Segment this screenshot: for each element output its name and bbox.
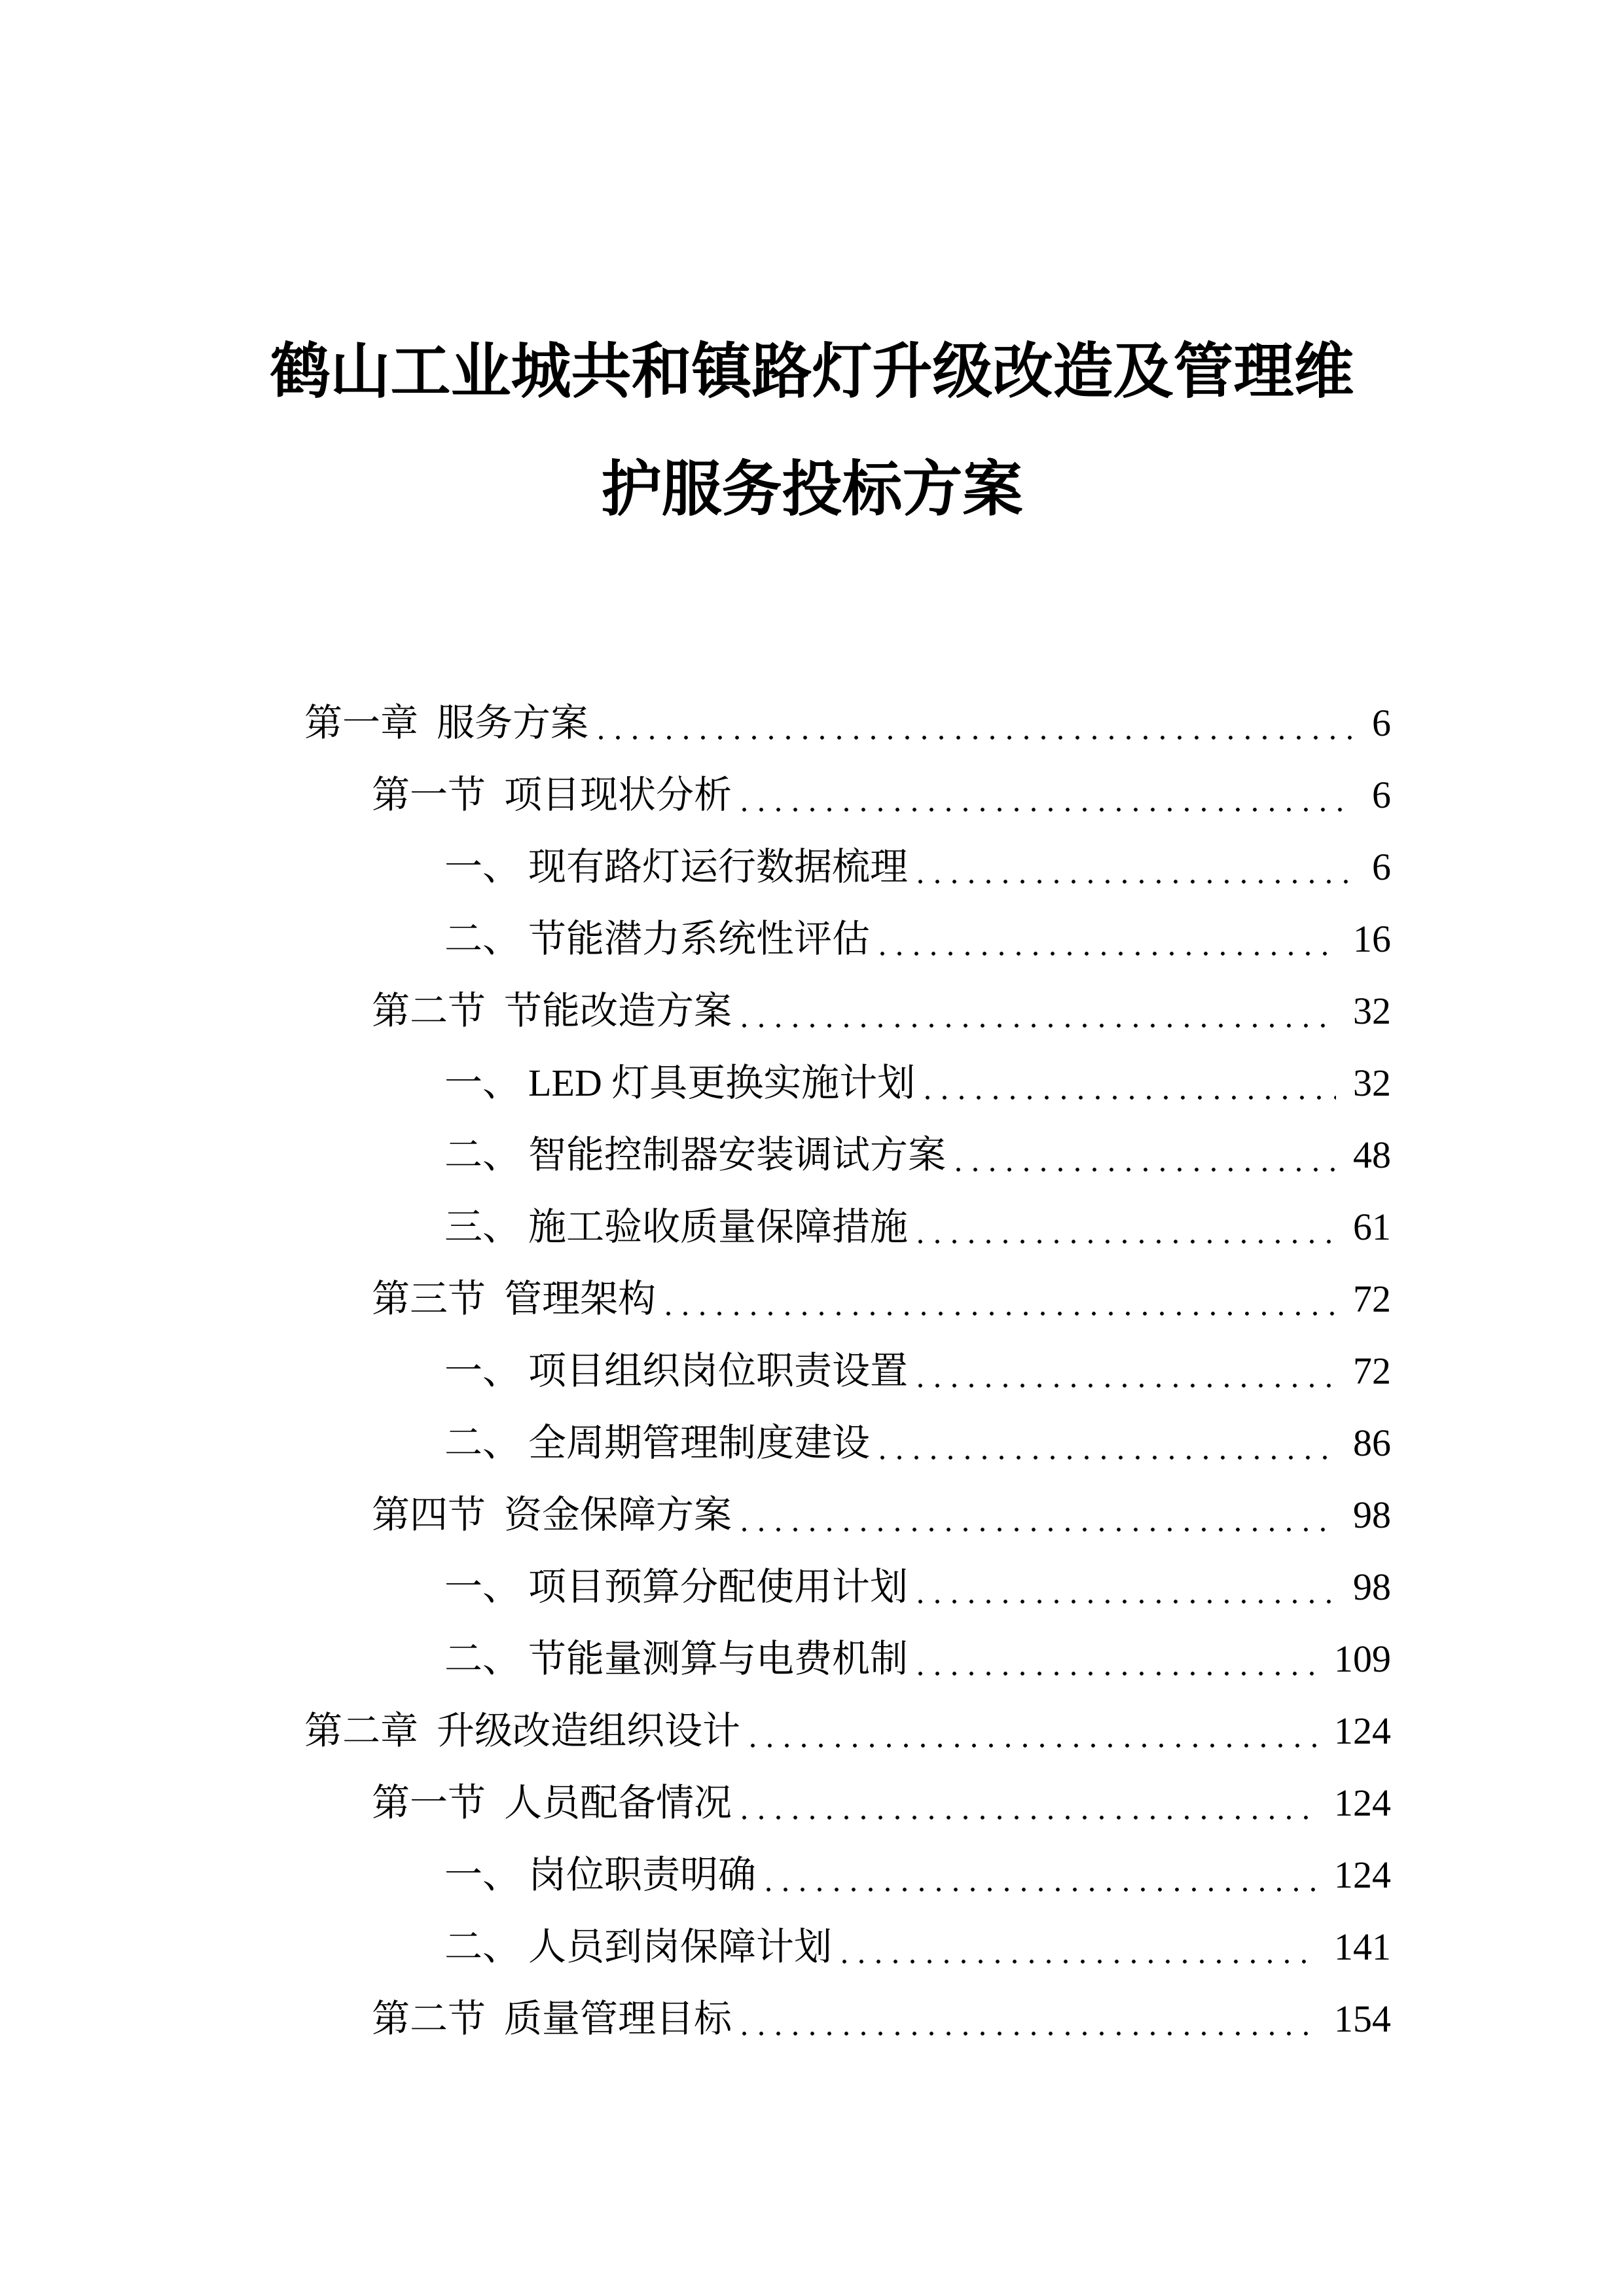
dot-leader	[732, 1479, 1353, 1551]
toc-entry-number: 一、	[444, 1350, 521, 1392]
toc-entry-number: 第一章	[304, 702, 419, 744]
toc-entry[interactable]	[304, 1911, 1391, 1983]
toc-entry-number: 二、	[444, 1134, 521, 1176]
dot-leader	[908, 1335, 1353, 1407]
dot-leader	[740, 1695, 1334, 1767]
toc-entry-number: 二、	[444, 1638, 521, 1680]
dot-leader	[732, 759, 1372, 831]
toc-entry-page: 98	[1353, 1566, 1391, 1608]
toc-entry-page: 154	[1334, 1998, 1391, 2040]
toc-entry-title: 全周期管理制度建设	[528, 1422, 871, 1464]
toc-entry-number: 二、	[444, 918, 521, 960]
toc-entry-title: 项目预算分配使用计划	[528, 1566, 909, 1608]
dot-leader	[656, 1263, 1353, 1335]
toc-entry-title: 施工验收质量保障措施	[528, 1206, 909, 1248]
toc-entry[interactable]	[304, 1551, 1391, 1623]
toc-entry[interactable]	[304, 1047, 1391, 1119]
toc-entry-title: 节能潜力系统性评估	[528, 918, 871, 960]
toc-entry-page: 72	[1353, 1350, 1391, 1392]
toc-entry[interactable]	[304, 1479, 1391, 1551]
toc-entry-title: 升级改造组织设计	[437, 1710, 741, 1752]
toc-entry-title: 岗位职责明确	[528, 1854, 757, 1896]
toc-entry[interactable]	[304, 831, 1391, 903]
dot-leader	[832, 1911, 1334, 1983]
document-title	[0, 313, 1624, 548]
dot-leader	[732, 975, 1353, 1047]
toc-entry-page: 72	[1353, 1278, 1391, 1320]
dot-leader	[946, 1119, 1353, 1191]
toc-entry-number: 第三节	[372, 1278, 486, 1320]
toc-entry-title: 项目组织岗位职责设置	[528, 1350, 909, 1392]
toc-entry-page: 86	[1353, 1422, 1391, 1464]
toc-entry-number: 第二节	[372, 990, 486, 1032]
toc-entry[interactable]	[304, 759, 1391, 831]
toc-entry-title: 现有路灯运行数据梳理	[528, 846, 909, 888]
toc-entry[interactable]	[304, 1335, 1391, 1407]
toc-entry[interactable]	[304, 1839, 1391, 1911]
toc-entry-title: 管理架构	[504, 1278, 657, 1320]
toc-entry-number: 一、	[444, 1062, 521, 1104]
dot-leader	[908, 1551, 1353, 1623]
dot-leader	[588, 687, 1372, 759]
toc-entry-title: 服务方案	[437, 702, 589, 744]
toc-entry[interactable]	[304, 687, 1391, 759]
toc-entry[interactable]	[304, 1263, 1391, 1335]
table-of-contents	[304, 687, 1391, 2055]
toc-entry-page: 6	[1372, 774, 1391, 816]
toc-entry-number: 第一节	[372, 1782, 486, 1824]
toc-entry-number: 一、	[444, 1566, 521, 1608]
document-title-line-1: 鹤山工业城共和镇路灯升级改造及管理维	[270, 338, 1354, 405]
toc-entry-page: 109	[1334, 1638, 1391, 1680]
toc-entry[interactable]	[304, 903, 1391, 975]
dot-leader	[908, 1623, 1334, 1695]
document-title-line-2: 护服务投标方案	[601, 456, 1023, 523]
dot-leader	[915, 1047, 1353, 1119]
toc-entry[interactable]	[304, 1767, 1391, 1839]
toc-entry-title: 智能控制器安装调试方案	[528, 1134, 947, 1176]
toc-entry-number: 一、	[444, 846, 521, 888]
toc-entry-number: 第四节	[372, 1494, 486, 1536]
toc-entry-page: 61	[1353, 1206, 1391, 1248]
toc-entry-number: 一、	[444, 1854, 521, 1896]
toc-entry-number: 二、	[444, 1422, 521, 1464]
toc-entry-number: 第二节	[372, 1998, 486, 2040]
toc-entry-page: 48	[1353, 1134, 1391, 1176]
dot-leader	[756, 1839, 1334, 1911]
toc-entry-title: 人员到岗保障计划	[528, 1926, 833, 1968]
dot-leader	[908, 831, 1372, 903]
toc-entry[interactable]	[304, 1119, 1391, 1191]
toc-entry-title: 项目现状分析	[504, 774, 732, 816]
toc-entry-title: LED 灯具更换实施计划	[528, 1062, 916, 1104]
dot-leader	[908, 1191, 1353, 1263]
toc-entry-number: 第一节	[372, 774, 486, 816]
toc-entry-title: 节能改造方案	[504, 990, 732, 1032]
toc-entry-title: 节能量测算与电费机制	[528, 1638, 909, 1680]
toc-entry-title: 资金保障方案	[504, 1494, 732, 1536]
toc-entry-page: 32	[1353, 1062, 1391, 1104]
toc-entry-page: 124	[1334, 1710, 1391, 1752]
toc-entry-number: 三、	[444, 1206, 521, 1248]
toc-entry-page: 141	[1334, 1926, 1391, 1968]
toc-entry[interactable]	[304, 975, 1391, 1047]
toc-entry-page: 6	[1372, 846, 1391, 888]
toc-entry[interactable]	[304, 1623, 1391, 1695]
toc-entry-page: 32	[1353, 990, 1391, 1032]
toc-entry-page: 124	[1334, 1854, 1391, 1896]
toc-entry-page: 98	[1353, 1494, 1391, 1536]
dot-leader	[870, 903, 1353, 975]
toc-entry[interactable]	[304, 1191, 1391, 1263]
toc-entry-number: 二、	[444, 1926, 521, 1968]
toc-entry-number: 第二章	[304, 1710, 419, 1752]
toc-entry[interactable]	[304, 1695, 1391, 1767]
toc-entry-title: 质量管理目标	[504, 1998, 732, 2040]
dot-leader	[732, 1767, 1334, 1839]
dot-leader	[732, 1983, 1334, 2055]
toc-entry-page: 124	[1334, 1782, 1391, 1824]
toc-entry-title: 人员配备情况	[504, 1782, 732, 1824]
toc-entry[interactable]	[304, 1983, 1391, 2055]
toc-entry-page: 16	[1353, 918, 1391, 960]
toc-entry[interactable]	[304, 1407, 1391, 1479]
dot-leader	[870, 1407, 1353, 1479]
toc-entry-page: 6	[1372, 702, 1391, 744]
